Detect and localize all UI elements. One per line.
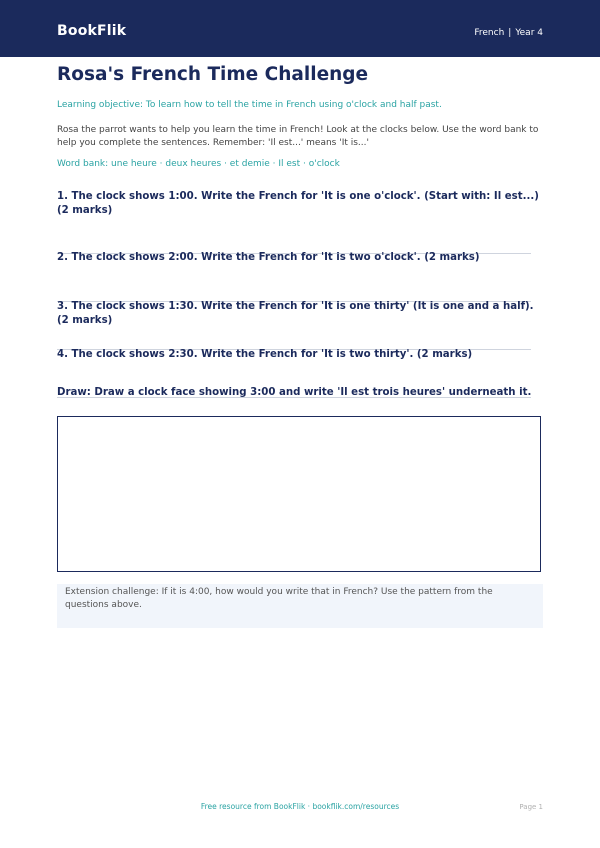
extension-text: Extension challenge: If it is 4:00, how would you write that in French? Use the pattern from the questions above. (65, 587, 493, 610)
subject-year-label (474, 28, 543, 38)
learning-objective: Learning objective: To learn how to tell the time in French using o'clock and half past. (57, 100, 442, 110)
worksheet-title: Rosa's French Time Challenge (57, 64, 369, 85)
draw-instruction: Draw: Draw a clock face showing 3:00 and write 'Il est trois heures' underneath it. (57, 387, 532, 398)
page-header (0, 0, 600, 57)
intro-paragraph: Rosa the parrot wants to help you learn the time in French! Look at the clocks below. Use the word bank to help you complete the sentences. Remember: 'Il est...' means 'It is...' (57, 125, 539, 148)
footer-source[interactable]: Free resource from BookFlik · bookflik.com/resources (200, 802, 400, 811)
question-1: 1. The clock shows 1:00. Write the French for 'It is one o'clock'. (Start with: Il est...) (2 marks) (57, 191, 539, 216)
brand-logo-text[interactable]: BookFlik (57, 23, 127, 39)
year-label: Year 4 (515, 28, 543, 38)
word-bank: Word bank: une heure · deux heures · et demie · Il est · o'clock (57, 159, 340, 169)
question-3: 3. The clock shows 1:30. Write the French for 'It is one thirty' (It is one and a half). (2 marks) (57, 301, 534, 326)
subject-label: French (474, 28, 505, 38)
page-number: Page 1 (519, 803, 543, 811)
subject-separator: | (508, 28, 512, 38)
question-4: 4. The clock shows 2:30. Write the French for 'It is two thirty'. (2 marks) (57, 349, 473, 360)
extension-challenge (57, 584, 543, 628)
question-2: 2. The clock shows 2:00. Write the French for 'It is two o'clock'. (2 marks) (57, 252, 480, 263)
drawing-area[interactable] (57, 416, 541, 572)
